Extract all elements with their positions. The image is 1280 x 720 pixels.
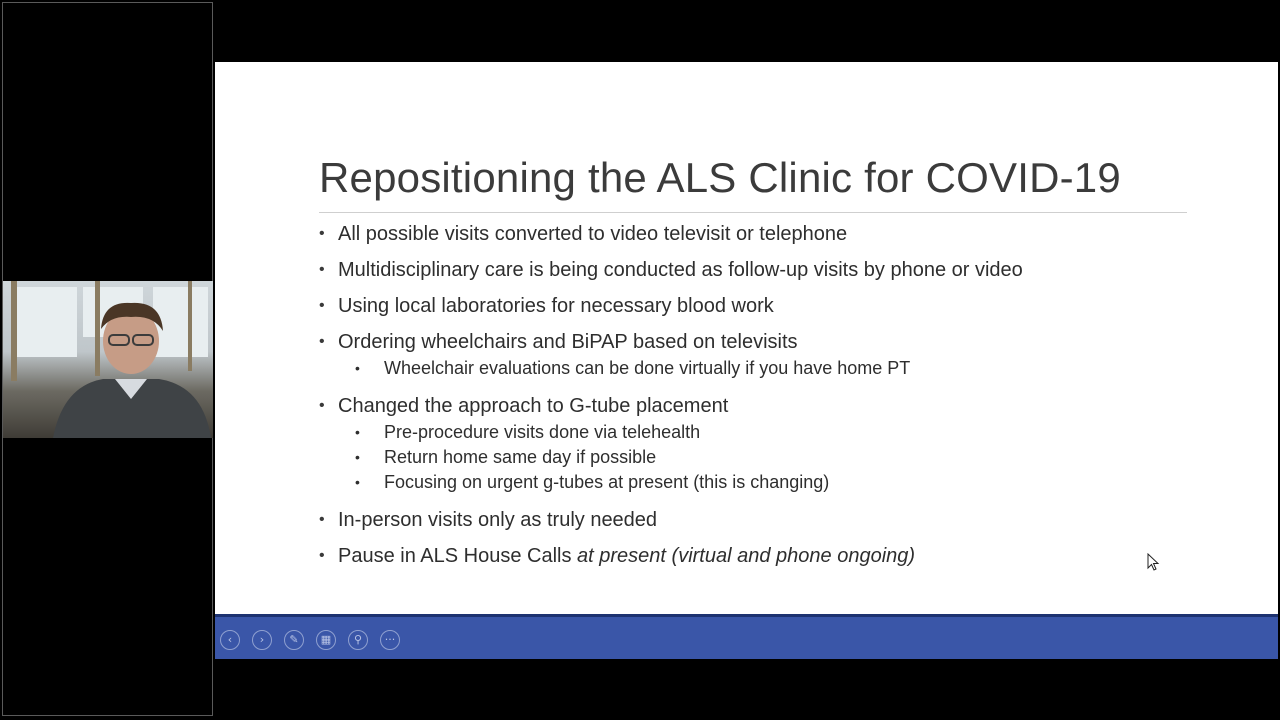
more-options-button[interactable]: [380, 630, 400, 650]
presentation-slide: [215, 62, 1278, 614]
bullet-dot: •: [355, 360, 360, 376]
bullet-text: All possible visits converted to video televisit or telephone: [338, 223, 848, 245]
bullet-item: [319, 328, 1219, 356]
title-divider: [319, 212, 1187, 213]
bullet-italic-text: at present (virtual and phone ongoing): [577, 545, 916, 567]
bullet-dot: •: [355, 449, 360, 465]
pen-tool-button[interactable]: [284, 630, 304, 650]
sub-bullet-item: [319, 356, 1219, 381]
pen-icon: ✎: [289, 633, 299, 646]
bullet-text: Multidisciplinary care is being conducted as follow-up visits by phone or video: [338, 259, 1023, 281]
bullet-item: [319, 392, 1219, 420]
bullet-dot: •: [319, 511, 325, 528]
sub-bullet-item: [319, 445, 1219, 470]
bullet-item: [319, 542, 1219, 570]
bullet-dot: •: [319, 261, 325, 278]
presenter-figure: [3, 281, 213, 438]
bullet-dot: •: [319, 397, 325, 414]
sub-bullet-item: [319, 420, 1219, 445]
previous-slide-button[interactable]: [220, 630, 240, 650]
slide-title: Repositioning the ALS Clinic for COVID-19: [319, 154, 1121, 201]
bullet-dot: •: [319, 333, 325, 350]
bullet-text: Using local laboratories for necessary blood work: [338, 295, 774, 317]
bullet-dot: •: [319, 297, 325, 314]
bullet-item: [319, 256, 1219, 284]
bullet-dot: •: [355, 424, 360, 440]
magnifier-icon: ⚲: [353, 633, 363, 646]
bullet-dot: •: [319, 547, 325, 564]
bullet-item: [319, 220, 1219, 248]
bullet-dot: •: [355, 474, 360, 490]
presenter-control-bar: [215, 614, 1278, 659]
mouse-cursor-icon: [1147, 553, 1161, 573]
next-slide-button[interactable]: [252, 630, 272, 650]
chevron-right-icon: ›: [259, 633, 265, 646]
sub-bullet-text: Focusing on urgent g-tubes at present (this is changing): [384, 472, 830, 492]
presenter-webcam: [3, 281, 213, 438]
chevron-left-icon: ‹: [227, 633, 233, 646]
more-dots-icon: ···: [384, 633, 396, 646]
bullet-text: Pause in ALS House Calls: [338, 545, 578, 567]
zoom-button[interactable]: [348, 630, 368, 650]
bullet-item: [319, 292, 1219, 320]
bullet-text: In-person visits only as truly needed: [338, 509, 658, 531]
bullet-text: Ordering wheelchairs and BiPAP based on televisits: [338, 331, 798, 353]
sub-bullet-item: [319, 470, 1219, 495]
bullet-dot: •: [319, 225, 325, 242]
sub-bullet-text: Return home same day if possible: [384, 447, 657, 467]
sub-bullet-text: Pre-procedure visits done via telehealth: [384, 422, 701, 442]
slides-grid-icon: ▦: [320, 633, 332, 646]
bullet-text: Changed the approach to G-tube placement: [338, 395, 729, 417]
see-all-slides-button[interactable]: [316, 630, 336, 650]
bullet-item: [319, 506, 1219, 534]
bullet-list: [319, 220, 1219, 570]
sub-bullet-text: Wheelchair evaluations can be done virtually if you have home PT: [384, 358, 911, 378]
